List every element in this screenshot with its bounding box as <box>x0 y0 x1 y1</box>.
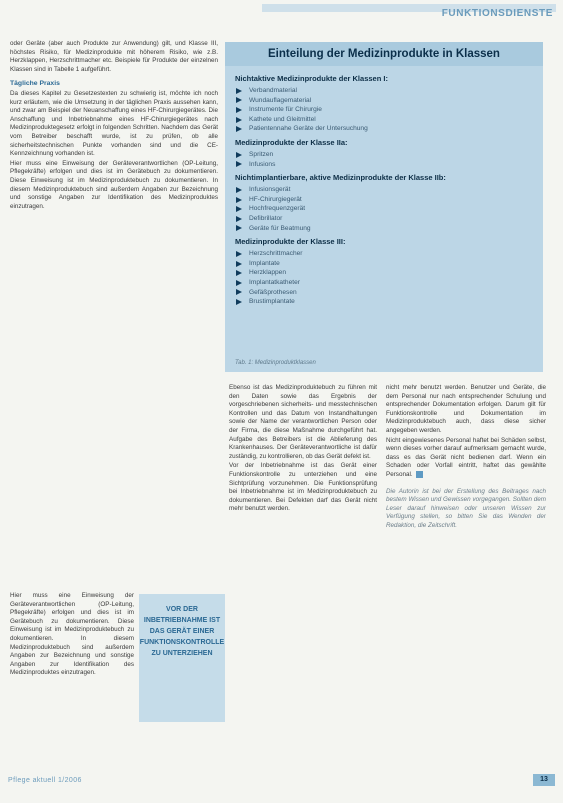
triangle-bullet-icon <box>236 251 242 257</box>
class-heading: Medizinprodukte der Klasse III: <box>235 237 346 247</box>
paragraph: Vor der Inbetriebnahme ist das Gerät einer Funktionskontrolle zu unterziehen und eine Sichtprüfung vorzunehmen. Die Funktionsprüfung bei Inbetriebnahme ist im Medizinproduktebuch zu dokumentieren. Bei Defekten darf das Gerät nicht mehr benutzt werden. <box>229 462 377 513</box>
triangle-bullet-icon <box>236 299 242 305</box>
class-item: Infusionsgerät <box>235 185 535 195</box>
class-heading: Nichtimplantierbare, aktive Medizinprodukte der Klasse IIb: <box>235 173 446 183</box>
text-column-1 <box>10 40 218 590</box>
triangle-bullet-icon <box>236 216 242 222</box>
class-item: Verbandmaterial <box>235 86 535 96</box>
triangle-bullet-icon <box>236 197 242 203</box>
triangle-bullet-icon <box>236 152 242 158</box>
author-note: Die Autorin ist bei der Erstellung des Beitrages nach bestem Wissen und Gewissen vorgegangen. Sollten dem Leser darauf hinweisen oder unseren Wissen zur Verfügung stellen, so bitten Sie das Wenden der Redaktion, die Zeitschrift. <box>386 487 546 530</box>
triangle-bullet-icon <box>236 261 242 267</box>
section-label: FUNKTIONSDIENSTE <box>441 8 553 19</box>
text-column-1-lower <box>10 592 134 770</box>
classification-box <box>225 42 543 372</box>
class-item: Spritzen <box>235 150 535 160</box>
text-column-3 <box>386 384 546 714</box>
box-title: Einteilung der Medizinprodukte in Klassen <box>225 42 543 66</box>
class-item: Herzschrittmacher <box>235 249 535 259</box>
triangle-bullet-icon <box>236 88 242 94</box>
journal-footer: Pflege aktuell 1/2006 <box>8 777 82 784</box>
paragraph: Hier muss eine Einweisung der Geräteverantwortlichen (OP-Leitung, Pflegekräfte) erfolgen und dies ist im Gerätebuch zu dokumentieren. Diese Einweisung ist im Medizinproduktebuch zu dokumentieren. In diesem Medizinproduktebuch sind außerdem Angaben zur Bezeichnung und sonstige Angaben zur Identifikation des Medizinproduktes einzutragen. <box>10 159 218 210</box>
triangle-bullet-icon <box>236 270 242 276</box>
paragraph: oder Geräte (aber auch Produkte zur Anwendung) gilt, und Klasse III, höchstes Risiko, für Medizinprodukte mit höherem Risiko, wie z.B. Herzklappen, Herzschrittmacher etc. Beispiele für Produkte der einzelnen Klassen sind in Tabelle 1 aufgeführt. <box>10 40 218 73</box>
class-item: Instrumente für Chirurgie <box>235 105 535 115</box>
pull-quote: VOR DER INBETRIEBNAHME IST DAS GERÄT EINER FUNKTIONSKONTROLLE ZU UNTERZIEHEN <box>139 594 225 722</box>
paragraph: Da dieses Kapitel zu Gesetzestexten zu schwierig ist, möchte ich noch kurz erläutern, wie die Umsetzung in der täglichen Praxis aussehen kann, und zwar am Beispiel der Neuanschaffung eines HF-Chirurgiegerätes. Die Anschaffung und Inbetriebnahme eines HF-Chirurgiegerätes nach Medizinproduktegesetz erfolgt in folgenden Schritten. Nachdem das Gerät vom Betreiber beschafft wurde, ist zu prüfen, ob alle sicherheitstechnischen Punkte vorhanden sind und die CE-Kennzeichnung vorhanden ist. <box>10 89 218 158</box>
class-heading: Medizinprodukte der Klasse IIa: <box>235 137 348 147</box>
paragraph: Hier muss eine Einweisung der Geräteverantwortlichen (OP-Leitung, Pflegekräfte) erfolgen und dies ist im Gerätebuch zu dokumentieren. Diese Einweisung ist im Medizinproduktebuch zu dokumentieren. In diesem Medizinproduktebuch sind außerdem Angaben zur Bezeichnung und sonstige Angaben zur Identifikation des Medizinproduktes einzutragen. <box>10 592 134 677</box>
class-item: Infusions <box>235 160 535 170</box>
triangle-bullet-icon <box>236 117 242 123</box>
box-caption: Tab. 1: Medizinproduktklassen <box>235 360 316 366</box>
class-item: Implantatkatheter <box>235 278 535 288</box>
triangle-bullet-icon <box>236 225 242 231</box>
triangle-bullet-icon <box>236 280 242 286</box>
class-item: Brustimplantate <box>235 297 535 307</box>
class-item: Herzklappen <box>235 268 535 278</box>
triangle-bullet-icon <box>236 206 242 212</box>
paragraph: nicht mehr benutzt werden. Benutzer und Geräte, die dem Personal nur nach entsprechender Schulung und entsprechender Dokumentation erfolgen. Darum gilt für Funktionskontrolle und Dokumentation im Medizinproduktebuch auch, dass diese sicher angegeben werden. <box>386 384 546 434</box>
class-item: Implantate <box>235 259 535 269</box>
paragraph: Nicht eingewiesenes Personal haftet bei Schäden selbst, wenn dieses vorher darauf aufmerksam gemacht wurde, dass es das Gerät nicht bedienen darf. Wenn ein Schaden oder Vorfall eintritt, haftet das gewählte Personal. <box>386 436 546 479</box>
paragraph: Ebenso ist das Medizinproduktebuch zu führen mit den Daten sowie das Ergebnis der vorgeschriebenen sicherheits- und messtechnischen Kontrollen und das Datum von Instandhaltungen sowie der Name der verantwortlichen Person oder der Firma, die diese Maßnahme durchgeführt hat. Aufgabe des Betreibers ist die Ablieferung des Krankenhauses. Der Geräteverantwortliche ist dafür zuständig, zu kontrollieren, ob das Gerät defekt ist. <box>229 384 377 460</box>
class-item: Geräte für Beatmung <box>235 224 535 234</box>
end-of-article-icon <box>416 471 423 478</box>
triangle-bullet-icon <box>236 161 242 167</box>
text-column-2 <box>229 384 377 770</box>
class-heading: Nichtaktive Medizinprodukte der Klassen I: <box>235 74 388 83</box>
class-item: Kathete und Gleitmittel <box>235 115 535 125</box>
triangle-bullet-icon <box>236 107 242 113</box>
class-item: Patientennahe Geräte der Untersuchung <box>235 124 535 134</box>
class-item: Wundauflagematerial <box>235 96 535 106</box>
box-body <box>235 70 535 307</box>
triangle-bullet-icon <box>236 97 242 103</box>
class-item: HF-Chirurgiegerät <box>235 195 535 205</box>
class-item: Hochfrequenzgerät <box>235 204 535 214</box>
subheading: Tägliche Praxis <box>10 80 60 88</box>
page-number: 13 <box>533 774 555 786</box>
triangle-bullet-icon <box>236 187 242 193</box>
triangle-bullet-icon <box>236 289 242 295</box>
triangle-bullet-icon <box>236 126 242 132</box>
class-item: Gefäßprothesen <box>235 288 535 298</box>
class-item: Defibrillator <box>235 214 535 224</box>
